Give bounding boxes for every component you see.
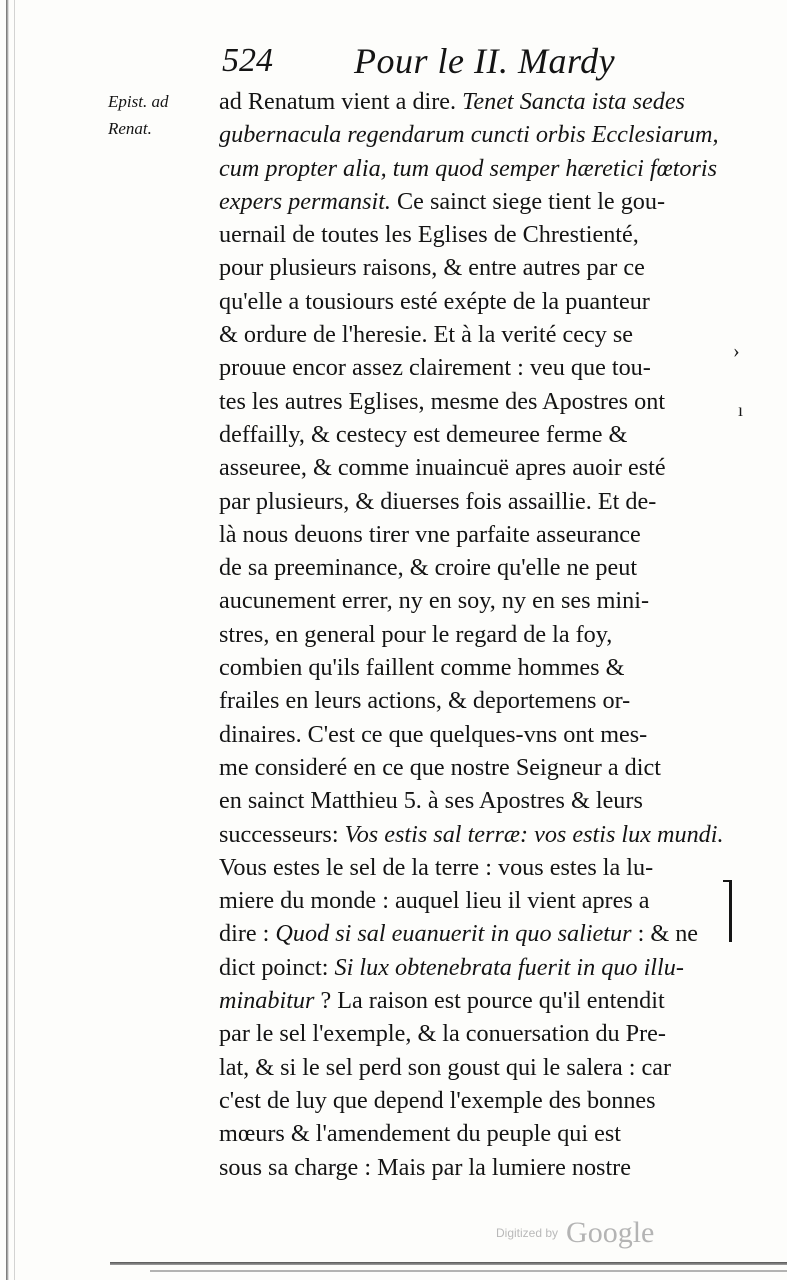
text-line: [219, 152, 729, 185]
text-line: [219, 385, 729, 418]
text-segment: ad Renatum vient a dire.: [219, 88, 463, 115]
running-head: Pour le II. Mardy: [354, 41, 616, 81]
latin-quote-segment: cum propter alia, tum quod semper hæretici fœtoris: [219, 154, 718, 182]
text-segment: dinaires. C'est ce que quelques-vns ont mes-: [219, 720, 648, 748]
text-line: [219, 351, 729, 384]
text-line: [219, 518, 729, 551]
text-segment: asseuree, & comme inuaincuë apres auoir esté: [219, 454, 666, 482]
scan-bottom-edge-shadow: [110, 1262, 787, 1265]
text-line: [219, 951, 729, 984]
text-segment: deffailly, & cestecy est demeuree ferme &: [219, 420, 628, 448]
text-segment: tes les autres Eglises, mesme des Apostres ont: [219, 387, 666, 415]
text-segment: stres, en general pour le regard de la foy,: [219, 620, 613, 648]
stray-ink-mark: ı: [738, 400, 744, 420]
watermark-digitized-text: Digitized by: [496, 1226, 559, 1240]
text-line: [219, 485, 729, 518]
text-segment: lat, & si le sel perd son goust qui le salera : car: [219, 1053, 672, 1081]
text-line: [219, 818, 729, 851]
text-line: [219, 984, 729, 1017]
text-line: [219, 1117, 729, 1150]
text-segment: c'est de luy que depend l'exemple des bonnes: [219, 1086, 656, 1114]
latin-quote-segment: Si lux obtenebrata fuerit in quo illu-: [334, 953, 684, 981]
text-segment: ? La raison est pource qu'il entendit: [314, 987, 665, 1015]
text-segment: dict poinct:: [219, 953, 335, 981]
latin-quote-segment: Quod si sal euanuerit in quo salietur: [275, 920, 632, 948]
scan-left-edge-shadow: [6, 0, 9, 1280]
text-segment: dire :: [219, 920, 276, 948]
text-segment: uernail de toutes les Eglises de Chrestienté,: [219, 221, 639, 249]
margin-note-line: Renat.: [108, 119, 152, 138]
text-line: [219, 1151, 729, 1184]
text-line: [219, 917, 729, 950]
latin-quote-segment: Vos estis sal terræ: vos estis lux mundi.: [344, 820, 724, 848]
scan-left-edge-line: [14, 0, 15, 1280]
page-number: 524: [222, 42, 273, 79]
text-segment: : & ne: [631, 920, 699, 948]
body-text: [219, 85, 729, 1184]
text-line: [219, 684, 729, 717]
watermark-google-logo: Google: [566, 1216, 655, 1249]
margin-bracket-mark: [729, 880, 732, 942]
text-line: [219, 718, 729, 751]
text-line: [219, 218, 729, 251]
text-segment: Ce sainct siege tient le gou-: [390, 187, 666, 215]
text-segment: me consideré en ce que nostre Seigneur a dict: [219, 753, 661, 781]
text-segment: combien qu'ils faillent comme hommes &: [219, 654, 625, 682]
page-header: [222, 40, 642, 82]
google-watermark: [496, 1216, 654, 1256]
text-segment: successeurs:: [219, 820, 345, 848]
text-segment: prouue encor assez clairement : veu que tou-: [219, 354, 651, 382]
text-segment: de sa preeminance, & croire qu'elle ne peut: [219, 554, 638, 582]
text-line: [219, 784, 729, 817]
text-segment: là nous deuons tirer vne parfaite asseurance: [219, 520, 641, 548]
text-line: [219, 851, 729, 884]
text-segment: & ordure de l'heresie. Et à la verité cecy se: [219, 321, 633, 349]
scan-bottom-edge-line: [150, 1270, 787, 1272]
text-segment: frailes en leurs actions, & deportemens or-: [219, 687, 631, 715]
text-line: [219, 651, 729, 684]
text-line: [219, 185, 729, 218]
text-line: [219, 618, 729, 651]
text-segment: mœurs & l'amendement du peuple qui est: [219, 1120, 622, 1148]
text-segment: en sainct Matthieu 5. à ses Apostres & leurs: [219, 787, 643, 815]
text-line: [219, 1084, 729, 1117]
text-line: [219, 418, 729, 451]
latin-quote-segment: expers permansit.: [219, 187, 391, 215]
text-segment: sous sa charge : Mais par la lumiere nostre: [219, 1153, 631, 1181]
margin-note: [108, 88, 203, 142]
text-line: [219, 118, 729, 151]
text-line: [219, 884, 729, 917]
text-segment: pour plusieurs raisons, & entre autres par ce: [219, 254, 645, 282]
text-line: [219, 318, 729, 351]
text-segment: Vous estes le sel de la terre : vous estes la lu-: [219, 853, 654, 881]
latin-quote-segment: minabitur: [219, 987, 315, 1015]
latin-quote-segment: Tenet Sancta ista sedes: [462, 88, 685, 115]
margin-note-line: Epist. ad: [108, 92, 169, 111]
text-line: [219, 451, 729, 484]
text-segment: aucunement errer, ny en soy, ny en ses mini-: [219, 587, 650, 615]
text-line: [219, 751, 729, 784]
text-line: [219, 584, 729, 617]
text-line: [219, 1051, 729, 1084]
text-line: [219, 285, 729, 318]
text-segment: par plusieurs, & diuerses fois assaillie. Et de-: [219, 487, 657, 515]
text-segment: par le sel l'exemple, & la conuersation du Pre-: [219, 1020, 666, 1048]
text-segment: qu'elle a tousiours esté exépte de la puanteur: [219, 287, 650, 315]
text-line: [219, 551, 729, 584]
text-segment: miere du monde : auquel lieu il vient apres a: [219, 887, 650, 915]
latin-quote-segment: gubernacula regendarum cuncti orbis Ecclesiarum,: [219, 121, 719, 149]
text-line: [219, 251, 729, 284]
text-line: [219, 1017, 729, 1050]
stray-ink-mark: ›: [733, 340, 740, 362]
text-line: [219, 85, 729, 118]
